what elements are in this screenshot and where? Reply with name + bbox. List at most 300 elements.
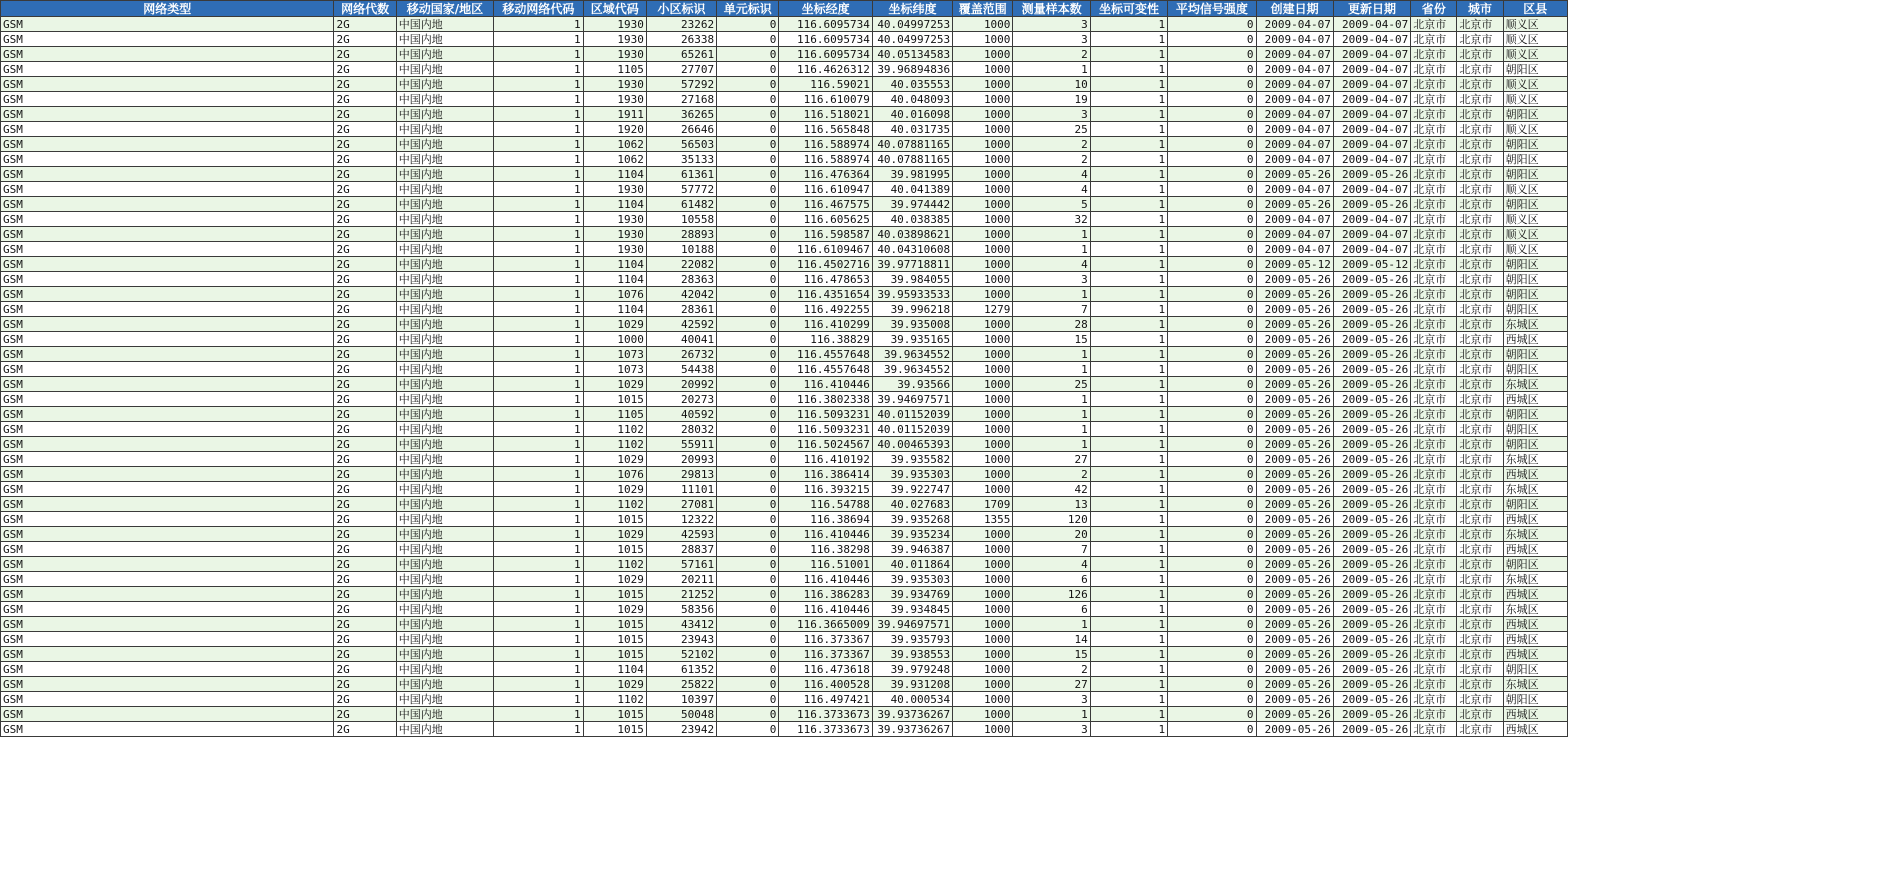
table-cell[interactable]: 1000 [953, 317, 1013, 332]
table-cell[interactable]: 中国内地 [396, 632, 493, 647]
table-cell[interactable]: GSM [1, 17, 334, 32]
table-cell[interactable]: 0 [1168, 632, 1256, 647]
table-cell[interactable]: 1 [494, 317, 583, 332]
table-cell[interactable]: 116.410446 [779, 377, 872, 392]
table-cell[interactable]: 2G [334, 332, 396, 347]
table-cell[interactable]: 中国内地 [396, 377, 493, 392]
table-cell[interactable]: 北京市 [1411, 287, 1457, 302]
table-cell[interactable]: 0 [1168, 407, 1256, 422]
table-cell[interactable]: 0 [717, 647, 779, 662]
table-cell[interactable]: 1 [494, 107, 583, 122]
table-cell[interactable]: 1000 [953, 287, 1013, 302]
table-cell[interactable]: 北京市 [1457, 557, 1503, 572]
table-cell[interactable]: 2009-05-26 [1256, 467, 1333, 482]
table-cell[interactable]: 北京市 [1457, 377, 1503, 392]
table-cell[interactable]: 0 [717, 557, 779, 572]
table-cell[interactable]: 1000 [953, 332, 1013, 347]
column-header[interactable]: 坐标经度 [779, 1, 872, 17]
table-cell[interactable]: 0 [1168, 602, 1256, 617]
table-cell[interactable]: 0 [717, 257, 779, 272]
table-cell[interactable]: 中国内地 [396, 707, 493, 722]
table-cell[interactable]: 北京市 [1411, 62, 1457, 77]
table-cell[interactable]: 1000 [953, 212, 1013, 227]
table-cell[interactable]: GSM [1, 542, 334, 557]
table-cell[interactable]: 2G [334, 512, 396, 527]
table-cell[interactable]: 1 [494, 617, 583, 632]
table-cell[interactable]: GSM [1, 137, 334, 152]
table-cell[interactable]: 2G [334, 482, 396, 497]
table-cell[interactable]: 0 [1168, 512, 1256, 527]
table-cell[interactable]: 1102 [583, 422, 646, 437]
table-cell[interactable]: 1104 [583, 197, 646, 212]
table-cell[interactable]: 中国内地 [396, 452, 493, 467]
table-cell[interactable]: 东城区 [1503, 452, 1567, 467]
table-cell[interactable]: 0 [717, 197, 779, 212]
table-cell[interactable]: 1 [1090, 332, 1167, 347]
table-cell[interactable]: 北京市 [1411, 647, 1457, 662]
table-cell[interactable]: 朝阳区 [1503, 107, 1567, 122]
table-cell[interactable]: 0 [717, 722, 779, 737]
table-cell[interactable]: 北京市 [1411, 527, 1457, 542]
table-cell[interactable]: 1 [1090, 77, 1167, 92]
table-cell[interactable]: 35133 [646, 152, 716, 167]
table-cell[interactable]: 1029 [583, 317, 646, 332]
table-cell[interactable]: 0 [1168, 452, 1256, 467]
table-cell[interactable]: 北京市 [1457, 647, 1503, 662]
table-cell[interactable]: 2009-04-07 [1256, 137, 1333, 152]
table-cell[interactable]: 1 [494, 167, 583, 182]
table-cell[interactable]: 2G [334, 617, 396, 632]
table-cell[interactable]: 1000 [953, 272, 1013, 287]
table-cell[interactable]: 顺义区 [1503, 47, 1567, 62]
table-cell[interactable]: 2009-05-26 [1256, 422, 1333, 437]
table-cell[interactable]: 北京市 [1411, 467, 1457, 482]
table-cell[interactable]: 1 [1013, 422, 1090, 437]
table-cell[interactable]: 116.4502716 [779, 257, 872, 272]
table-cell[interactable]: 1015 [583, 542, 646, 557]
table-cell[interactable]: 顺义区 [1503, 182, 1567, 197]
table-cell[interactable]: 1 [494, 137, 583, 152]
table-cell[interactable]: 40.011864 [872, 557, 952, 572]
table-cell[interactable]: GSM [1, 707, 334, 722]
table-cell[interactable]: 北京市 [1457, 347, 1503, 362]
table-cell[interactable]: 中国内地 [396, 317, 493, 332]
table-cell[interactable]: 北京市 [1411, 407, 1457, 422]
table-cell[interactable]: 北京市 [1411, 557, 1457, 572]
table-cell[interactable]: 1000 [953, 677, 1013, 692]
table-cell[interactable]: 北京市 [1457, 257, 1503, 272]
table-cell[interactable]: 3 [1013, 107, 1090, 122]
table-cell[interactable]: 0 [717, 677, 779, 692]
table-cell[interactable]: 12322 [646, 512, 716, 527]
table-cell[interactable]: 116.3802338 [779, 392, 872, 407]
table-cell[interactable]: GSM [1, 407, 334, 422]
table-cell[interactable]: 2009-05-26 [1256, 677, 1333, 692]
table-cell[interactable]: 1102 [583, 557, 646, 572]
table-cell[interactable]: 北京市 [1411, 317, 1457, 332]
table-cell[interactable]: 0 [1168, 107, 1256, 122]
table-cell[interactable]: 0 [717, 17, 779, 32]
table-cell[interactable]: 116.476364 [779, 167, 872, 182]
table-cell[interactable]: 朝阳区 [1503, 362, 1567, 377]
table-cell[interactable]: 1 [1090, 527, 1167, 542]
table-cell[interactable]: 116.4557648 [779, 347, 872, 362]
table-cell[interactable]: 0 [717, 62, 779, 77]
table-cell[interactable]: 朝阳区 [1503, 407, 1567, 422]
table-cell[interactable]: 0 [1168, 32, 1256, 47]
table-cell[interactable]: 西城区 [1503, 722, 1567, 737]
table-cell[interactable]: 朝阳区 [1503, 347, 1567, 362]
table-cell[interactable]: 116.410299 [779, 317, 872, 332]
table-cell[interactable]: GSM [1, 107, 334, 122]
table-cell[interactable]: 0 [1168, 47, 1256, 62]
table-cell[interactable]: 1105 [583, 407, 646, 422]
table-cell[interactable]: 1 [1013, 62, 1090, 77]
table-cell[interactable]: 39.935008 [872, 317, 952, 332]
table-cell[interactable]: 116.6095734 [779, 17, 872, 32]
table-cell[interactable]: 1000 [953, 542, 1013, 557]
table-cell[interactable]: 27707 [646, 62, 716, 77]
table-cell[interactable]: 10558 [646, 212, 716, 227]
table-cell[interactable]: 中国内地 [396, 422, 493, 437]
table-cell[interactable]: 2009-05-26 [1256, 662, 1333, 677]
table-cell[interactable]: 56503 [646, 137, 716, 152]
table-cell[interactable]: 北京市 [1411, 512, 1457, 527]
table-cell[interactable]: 1 [494, 497, 583, 512]
table-cell[interactable]: 0 [717, 467, 779, 482]
table-cell[interactable]: 中国内地 [396, 542, 493, 557]
table-cell[interactable]: 北京市 [1457, 422, 1503, 437]
table-cell[interactable]: 朝阳区 [1503, 152, 1567, 167]
table-cell[interactable]: 1000 [953, 377, 1013, 392]
table-cell[interactable]: 北京市 [1411, 227, 1457, 242]
table-cell[interactable]: 2009-04-07 [1333, 107, 1410, 122]
table-cell[interactable]: 2G [334, 392, 396, 407]
table-cell[interactable]: 中国内地 [396, 647, 493, 662]
table-cell[interactable]: 朝阳区 [1503, 137, 1567, 152]
table-cell[interactable]: 2009-04-07 [1333, 122, 1410, 137]
table-cell[interactable]: 2G [334, 722, 396, 737]
table-cell[interactable]: 1 [1090, 362, 1167, 377]
table-cell[interactable]: 2009-05-26 [1256, 602, 1333, 617]
table-cell[interactable]: 39.935268 [872, 512, 952, 527]
table-cell[interactable]: 1000 [953, 107, 1013, 122]
table-cell[interactable]: 1 [494, 77, 583, 92]
table-cell[interactable]: 7 [1013, 542, 1090, 557]
table-cell[interactable]: 1 [494, 662, 583, 677]
table-cell[interactable]: 40.00465393 [872, 437, 952, 452]
table-cell[interactable]: 1000 [953, 92, 1013, 107]
table-cell[interactable]: 0 [1168, 347, 1256, 362]
table-cell[interactable]: 0 [717, 287, 779, 302]
table-cell[interactable]: 北京市 [1457, 467, 1503, 482]
table-cell[interactable]: 0 [717, 242, 779, 257]
table-cell[interactable]: 39.984055 [872, 272, 952, 287]
table-cell[interactable]: 1 [494, 347, 583, 362]
table-cell[interactable]: GSM [1, 632, 334, 647]
table-cell[interactable]: 2009-05-26 [1333, 572, 1410, 587]
table-cell[interactable]: 40.027683 [872, 497, 952, 512]
table-cell[interactable]: 北京市 [1411, 587, 1457, 602]
table-cell[interactable]: 0 [717, 167, 779, 182]
table-cell[interactable]: 39.974442 [872, 197, 952, 212]
table-cell[interactable]: 1000 [953, 602, 1013, 617]
table-cell[interactable]: 2G [334, 317, 396, 332]
table-cell[interactable]: 中国内地 [396, 197, 493, 212]
table-cell[interactable]: 2009-05-26 [1333, 662, 1410, 677]
table-cell[interactable]: 1000 [953, 47, 1013, 62]
table-cell[interactable]: 2 [1013, 662, 1090, 677]
table-cell[interactable]: 1 [494, 557, 583, 572]
table-cell[interactable]: 116.51001 [779, 557, 872, 572]
table-cell[interactable]: 1 [494, 602, 583, 617]
table-cell[interactable]: 50048 [646, 707, 716, 722]
table-cell[interactable]: 中国内地 [396, 272, 493, 287]
table-cell[interactable]: 北京市 [1457, 62, 1503, 77]
table-cell[interactable]: 2009-04-07 [1333, 17, 1410, 32]
table-cell[interactable]: 1 [494, 632, 583, 647]
table-cell[interactable]: GSM [1, 242, 334, 257]
table-cell[interactable]: 1 [1090, 17, 1167, 32]
table-cell[interactable]: 2009-05-26 [1333, 452, 1410, 467]
table-cell[interactable]: 3 [1013, 692, 1090, 707]
table-cell[interactable]: 116.59021 [779, 77, 872, 92]
table-cell[interactable]: 61482 [646, 197, 716, 212]
table-cell[interactable]: 40.01152039 [872, 407, 952, 422]
table-cell[interactable]: 北京市 [1411, 452, 1457, 467]
table-cell[interactable]: 1 [1090, 347, 1167, 362]
table-cell[interactable]: 2009-04-07 [1333, 92, 1410, 107]
table-cell[interactable]: 北京市 [1411, 242, 1457, 257]
column-header[interactable]: 更新日期 [1333, 1, 1410, 17]
table-cell[interactable]: 北京市 [1457, 437, 1503, 452]
table-cell[interactable]: 52102 [646, 647, 716, 662]
table-cell[interactable]: 2009-04-07 [1333, 32, 1410, 47]
table-cell[interactable]: 0 [717, 632, 779, 647]
table-cell[interactable]: 2009-04-07 [1333, 152, 1410, 167]
table-cell[interactable]: 2G [334, 227, 396, 242]
table-cell[interactable]: 40.041389 [872, 182, 952, 197]
table-cell[interactable]: 2009-05-26 [1256, 197, 1333, 212]
table-cell[interactable]: 1000 [953, 227, 1013, 242]
table-cell[interactable]: 2009-05-26 [1333, 317, 1410, 332]
table-cell[interactable]: 北京市 [1457, 77, 1503, 92]
table-cell[interactable]: 2G [334, 692, 396, 707]
table-cell[interactable]: 1000 [953, 347, 1013, 362]
table-cell[interactable]: 0 [717, 512, 779, 527]
table-cell[interactable]: 顺义区 [1503, 92, 1567, 107]
table-cell[interactable]: 3 [1013, 17, 1090, 32]
table-cell[interactable]: 北京市 [1411, 47, 1457, 62]
table-cell[interactable]: 顺义区 [1503, 212, 1567, 227]
table-cell[interactable]: 20211 [646, 572, 716, 587]
table-cell[interactable]: 北京市 [1457, 317, 1503, 332]
table-cell[interactable]: 中国内地 [396, 497, 493, 512]
table-cell[interactable]: 116.373367 [779, 632, 872, 647]
table-cell[interactable]: 北京市 [1411, 347, 1457, 362]
table-cell[interactable]: 2009-05-26 [1256, 512, 1333, 527]
table-cell[interactable]: 北京市 [1411, 122, 1457, 137]
table-cell[interactable]: 2009-05-26 [1333, 392, 1410, 407]
table-cell[interactable]: 0 [717, 602, 779, 617]
table-cell[interactable]: 朝阳区 [1503, 62, 1567, 77]
table-cell[interactable]: 北京市 [1411, 152, 1457, 167]
table-cell[interactable]: 1 [494, 197, 583, 212]
table-cell[interactable]: 1 [494, 437, 583, 452]
table-cell[interactable]: GSM [1, 617, 334, 632]
table-cell[interactable]: 58356 [646, 602, 716, 617]
table-cell[interactable]: 顺义区 [1503, 242, 1567, 257]
table-cell[interactable]: 中国内地 [396, 677, 493, 692]
table-cell[interactable]: 40.01152039 [872, 422, 952, 437]
table-cell[interactable]: 28 [1013, 317, 1090, 332]
table-cell[interactable]: 1062 [583, 137, 646, 152]
table-cell[interactable]: 1 [1090, 272, 1167, 287]
table-cell[interactable]: 2009-05-26 [1256, 407, 1333, 422]
table-cell[interactable]: 1355 [953, 512, 1013, 527]
table-cell[interactable]: 2G [334, 587, 396, 602]
table-cell[interactable]: 1 [1013, 707, 1090, 722]
table-cell[interactable]: 1 [494, 392, 583, 407]
table-cell[interactable]: 3 [1013, 272, 1090, 287]
table-cell[interactable]: 中国内地 [396, 287, 493, 302]
table-cell[interactable]: 中国内地 [396, 482, 493, 497]
table-cell[interactable]: 北京市 [1457, 617, 1503, 632]
table-cell[interactable]: 中国内地 [396, 167, 493, 182]
table-cell[interactable]: GSM [1, 557, 334, 572]
table-cell[interactable]: 0 [1168, 677, 1256, 692]
table-cell[interactable]: 0 [717, 227, 779, 242]
table-cell[interactable]: 北京市 [1457, 302, 1503, 317]
table-cell[interactable]: 2 [1013, 152, 1090, 167]
table-cell[interactable]: 1279 [953, 302, 1013, 317]
table-cell[interactable]: 39.946387 [872, 542, 952, 557]
table-cell[interactable]: 0 [1168, 497, 1256, 512]
table-cell[interactable]: 1 [1090, 122, 1167, 137]
table-cell[interactable]: 1000 [953, 632, 1013, 647]
table-cell[interactable]: 北京市 [1411, 32, 1457, 47]
table-cell[interactable]: 北京市 [1457, 47, 1503, 62]
table-cell[interactable]: 120 [1013, 512, 1090, 527]
table-cell[interactable]: 2009-04-07 [1333, 62, 1410, 77]
table-cell[interactable]: 2009-04-07 [1256, 32, 1333, 47]
table-cell[interactable]: 2G [334, 62, 396, 77]
table-cell[interactable]: 1000 [953, 137, 1013, 152]
table-cell[interactable]: 东城区 [1503, 377, 1567, 392]
column-header[interactable]: 城市 [1457, 1, 1503, 17]
table-cell[interactable]: 0 [1168, 17, 1256, 32]
table-cell[interactable]: 1 [494, 287, 583, 302]
table-cell[interactable]: 1 [1090, 47, 1167, 62]
table-cell[interactable]: 2009-04-07 [1333, 212, 1410, 227]
table-cell[interactable]: 116.54788 [779, 497, 872, 512]
table-cell[interactable]: 1 [494, 692, 583, 707]
table-cell[interactable]: 1 [1013, 407, 1090, 422]
column-header[interactable]: 覆盖范围 [953, 1, 1013, 17]
table-cell[interactable]: 116.410446 [779, 527, 872, 542]
table-cell[interactable]: 40.000534 [872, 692, 952, 707]
table-cell[interactable]: 2009-04-07 [1333, 137, 1410, 152]
table-cell[interactable]: GSM [1, 662, 334, 677]
table-cell[interactable]: 2009-05-26 [1256, 572, 1333, 587]
table-cell[interactable]: 2009-05-26 [1256, 482, 1333, 497]
table-cell[interactable]: 1 [494, 332, 583, 347]
table-cell[interactable]: 1000 [953, 257, 1013, 272]
table-cell[interactable]: 39.935303 [872, 467, 952, 482]
table-cell[interactable]: 1076 [583, 467, 646, 482]
table-cell[interactable]: 北京市 [1457, 527, 1503, 542]
table-cell[interactable]: 2009-05-26 [1333, 302, 1410, 317]
table-cell[interactable]: 顺义区 [1503, 17, 1567, 32]
table-cell[interactable]: 中国内地 [396, 152, 493, 167]
table-cell[interactable]: 1 [1090, 302, 1167, 317]
table-cell[interactable]: 西城区 [1503, 587, 1567, 602]
table-cell[interactable]: 北京市 [1457, 587, 1503, 602]
table-cell[interactable]: 0 [1168, 707, 1256, 722]
table-cell[interactable]: 1 [1013, 242, 1090, 257]
table-cell[interactable]: 中国内地 [396, 557, 493, 572]
table-cell[interactable]: 西城区 [1503, 617, 1567, 632]
table-cell[interactable]: 0 [1168, 692, 1256, 707]
table-cell[interactable]: 39.935303 [872, 572, 952, 587]
table-cell[interactable]: 1 [1090, 167, 1167, 182]
table-cell[interactable]: 西城区 [1503, 707, 1567, 722]
table-cell[interactable]: 北京市 [1457, 677, 1503, 692]
table-cell[interactable]: 北京市 [1457, 497, 1503, 512]
table-cell[interactable]: 西城区 [1503, 392, 1567, 407]
table-cell[interactable]: 中国内地 [396, 212, 493, 227]
table-cell[interactable]: 23942 [646, 722, 716, 737]
table-cell[interactable]: 0 [717, 347, 779, 362]
table-cell[interactable]: 27 [1013, 677, 1090, 692]
table-cell[interactable]: GSM [1, 572, 334, 587]
table-cell[interactable]: 中国内地 [396, 692, 493, 707]
table-cell[interactable]: 东城区 [1503, 572, 1567, 587]
table-cell[interactable]: 1000 [953, 557, 1013, 572]
table-cell[interactable]: 朝阳区 [1503, 287, 1567, 302]
table-cell[interactable]: 116.3733673 [779, 707, 872, 722]
table-cell[interactable]: 116.3733673 [779, 722, 872, 737]
table-cell[interactable]: 北京市 [1411, 572, 1457, 587]
table-cell[interactable]: 4 [1013, 167, 1090, 182]
table-cell[interactable]: 39.9634552 [872, 362, 952, 377]
table-cell[interactable]: 1 [1090, 467, 1167, 482]
table-cell[interactable]: 1 [1090, 377, 1167, 392]
table-cell[interactable]: 2G [334, 452, 396, 467]
table-cell[interactable]: GSM [1, 257, 334, 272]
table-cell[interactable]: 1 [1090, 317, 1167, 332]
table-cell[interactable]: 23262 [646, 17, 716, 32]
table-cell[interactable]: 北京市 [1457, 32, 1503, 47]
table-cell[interactable]: 2009-05-26 [1256, 557, 1333, 572]
table-cell[interactable]: 2 [1013, 467, 1090, 482]
table-cell[interactable]: 1000 [953, 407, 1013, 422]
table-cell[interactable]: 1000 [953, 527, 1013, 542]
table-cell[interactable]: 中国内地 [396, 467, 493, 482]
table-cell[interactable]: 116.410446 [779, 602, 872, 617]
table-cell[interactable]: 中国内地 [396, 722, 493, 737]
table-cell[interactable]: GSM [1, 587, 334, 602]
table-cell[interactable]: 1000 [953, 707, 1013, 722]
table-cell[interactable]: GSM [1, 482, 334, 497]
table-cell[interactable]: 65261 [646, 47, 716, 62]
table-cell[interactable]: 0 [717, 272, 779, 287]
table-cell[interactable]: 25 [1013, 122, 1090, 137]
table-cell[interactable]: 2009-04-07 [1333, 47, 1410, 62]
table-cell[interactable]: 2009-05-26 [1256, 347, 1333, 362]
table-cell[interactable]: 0 [1168, 242, 1256, 257]
table-cell[interactable]: 1029 [583, 482, 646, 497]
